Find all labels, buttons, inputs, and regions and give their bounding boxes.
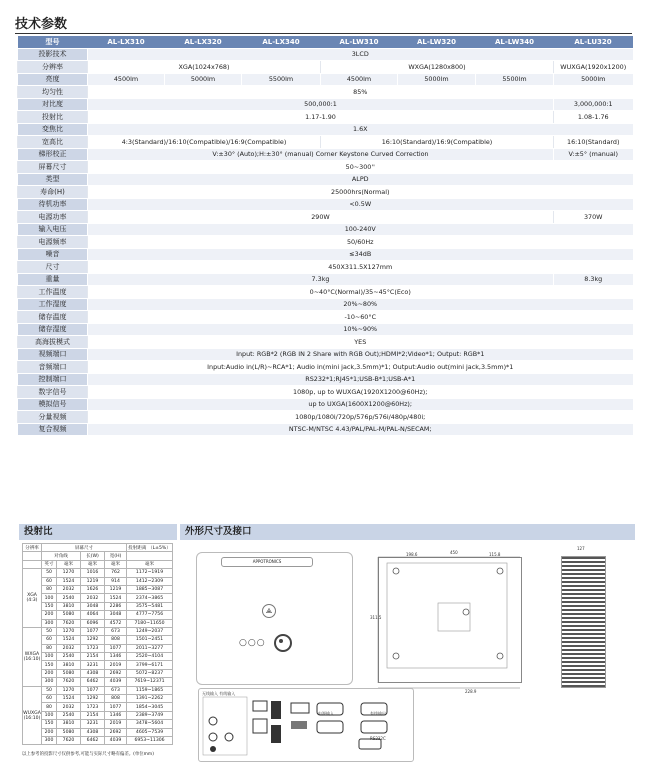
- throw-cell: 1412~2309: [127, 577, 173, 585]
- spec-cell: 5000lm: [554, 73, 633, 86]
- spec-row: [18, 361, 633, 374]
- spec-cell: V:±5° (manual): [554, 148, 633, 161]
- io-label-4: 有线输出: [370, 711, 386, 716]
- spec-cell: 4500lm: [88, 73, 165, 86]
- spec-row-label: 分量视频: [18, 411, 88, 424]
- throw-row: [23, 736, 173, 744]
- lens-icon: [274, 634, 292, 652]
- spec-row: [18, 311, 633, 324]
- throw-row: [23, 695, 173, 703]
- throw-cell: 7620: [57, 736, 81, 744]
- throw-cell: 7619~12371: [127, 678, 173, 686]
- throw-cell: 1077: [105, 703, 127, 711]
- dim-b: 115.8: [489, 552, 501, 557]
- throw-cell: 1723: [81, 644, 105, 652]
- throw-footnote: 以上参考的投影尺寸仅供参考,可能与实际尺寸略有偏差。(单位mm): [22, 752, 154, 757]
- spec-header-model: AL-LX310: [88, 36, 165, 48]
- spec-table: [17, 36, 633, 436]
- throw-cell: 2032: [57, 644, 81, 652]
- spec-row-label: 梯形校正: [18, 148, 88, 161]
- spec-row-label: 音频端口: [18, 361, 88, 374]
- throw-row: [23, 585, 173, 593]
- spec-cell: 16:10(Standard)/16:9(Compatible): [321, 136, 554, 149]
- dim-bottom: 228.9: [465, 689, 477, 694]
- throw-cell: 1016: [81, 569, 105, 577]
- spec-cell: NTSC-M/NTSC 4.43/PAL/PAL-M/PAL-N/SECAM;: [88, 423, 633, 436]
- throw-cell: 100: [42, 711, 57, 719]
- spec-cell: WUXGA(1920x1200): [554, 61, 633, 74]
- throw-cell: 300: [42, 736, 57, 744]
- throw-row: [23, 686, 173, 694]
- throw-cell: 1270: [57, 686, 81, 694]
- projector-front-drawing: [196, 552, 353, 685]
- spec-row: [18, 73, 633, 86]
- throw-row: [23, 569, 173, 577]
- spec-cell: ≤34dB: [88, 248, 633, 261]
- throw-cell: [23, 552, 42, 560]
- throw-table: [22, 543, 173, 745]
- throw-row: [23, 544, 173, 552]
- throw-cell: 4039: [105, 678, 127, 686]
- spec-row-label: 电源功率: [18, 211, 88, 224]
- title-rule: [15, 33, 632, 34]
- throw-cell: 808: [105, 636, 127, 644]
- spec-cell: 8.3kg: [554, 273, 633, 286]
- throw-cell: 4308: [81, 728, 105, 736]
- spec-row: [18, 323, 633, 336]
- spec-row: [18, 123, 633, 136]
- spec-row-label: 电源频率: [18, 236, 88, 249]
- throw-cell: 3810: [57, 602, 81, 610]
- spec-row: [18, 386, 633, 399]
- io-panel-drawing: [198, 688, 414, 762]
- throw-cell: 6096: [81, 619, 105, 627]
- spec-header-model: AL-LX340: [242, 36, 321, 48]
- throw-cell: 宽(H): [105, 552, 127, 560]
- throw-cell: 6462: [81, 678, 105, 686]
- throw-cell: 100: [42, 653, 57, 661]
- spec-cell: 1.6X: [88, 123, 633, 136]
- spec-row: [18, 273, 633, 286]
- spec-cell: XGA(1024x768): [88, 61, 321, 74]
- throw-group-label: WXGA (16:10): [23, 627, 42, 686]
- dim-width: 450: [450, 550, 458, 555]
- spec-cell: 500,000:1: [88, 98, 554, 111]
- throw-cell: 1524: [57, 577, 81, 585]
- throw-cell: 80: [42, 703, 57, 711]
- throw-cell: 150: [42, 661, 57, 669]
- throw-cell: 1524: [57, 695, 81, 703]
- spec-cell: 10%~90%: [88, 323, 633, 336]
- throw-cell: 1219: [81, 577, 105, 585]
- spec-row-label: 类型: [18, 173, 88, 186]
- throw-row: [23, 552, 173, 560]
- front-logo-bar: APPOTRONICS: [221, 557, 313, 567]
- dim-a: 198.6: [406, 552, 418, 557]
- throw-cell: 762: [105, 569, 127, 577]
- throw-cell: 150: [42, 602, 57, 610]
- spec-row: [18, 111, 633, 124]
- spec-cell: 3,000,000:1: [554, 98, 633, 111]
- spec-cell: 3LCD: [88, 48, 633, 61]
- spec-row-label: 屏幕尺寸: [18, 161, 88, 174]
- throw-cell: 6953~11306: [127, 736, 173, 744]
- throw-cell: 1292: [81, 695, 105, 703]
- throw-cell: 1346: [105, 653, 127, 661]
- throw-cell: 4605~7539: [127, 728, 173, 736]
- spec-row-label: 噪音: [18, 248, 88, 261]
- spec-cell: 50/60Hz: [88, 236, 633, 249]
- spec-row-label: 亮度: [18, 73, 88, 86]
- throw-cell: 3799~6171: [127, 661, 173, 669]
- brand-logo-icon: ⟁: [262, 604, 276, 618]
- throw-cell: 屏幕尺寸: [42, 544, 127, 552]
- throw-cell: [23, 560, 42, 568]
- throw-cell: 1391~2262: [127, 695, 173, 703]
- throw-cell: 3048: [105, 611, 127, 619]
- spec-cell: 85%: [88, 86, 633, 99]
- throw-cell: 2154: [81, 653, 105, 661]
- io-panel-svg: [199, 689, 413, 761]
- throw-row: [23, 703, 173, 711]
- throw-cell: 2692: [105, 728, 127, 736]
- throw-cell: 2032: [81, 594, 105, 602]
- throw-cell: 2520~4104: [127, 653, 173, 661]
- throw-cell: 2286: [105, 602, 127, 610]
- throw-cell: 2692: [105, 669, 127, 677]
- throw-cell: 2374~3865: [127, 594, 173, 602]
- spec-row-label: 工作温度: [18, 286, 88, 299]
- throw-group-label: XGA (4:3): [23, 569, 42, 628]
- throw-cell: 1077: [81, 686, 105, 694]
- spec-cell: 1.17-1.90: [88, 111, 554, 124]
- throw-cell: 1270: [57, 569, 81, 577]
- throw-row: [23, 711, 173, 719]
- spec-row-label: 高海拔模式: [18, 336, 88, 349]
- throw-cell: 1501~2451: [127, 636, 173, 644]
- throw-cell: 1723: [81, 703, 105, 711]
- throw-cell: 200: [42, 728, 57, 736]
- throw-cell: 1346: [105, 711, 127, 719]
- spec-row: [18, 186, 633, 199]
- throw-cell: 200: [42, 669, 57, 677]
- throw-cell: 投射距离 （L±5%）: [127, 544, 173, 552]
- throw-cell: 4572: [105, 619, 127, 627]
- throw-cell: 808: [105, 695, 127, 703]
- spec-cell: Input:Audio in(L/R)~RCA*1; Audio in(mini jack,3.5mm)*1; Output:Audio out(mini jack,3.5mm)*1: [88, 361, 633, 374]
- spec-cell: WXGA(1280x800): [321, 61, 554, 74]
- spec-row-label: 宽高比: [18, 136, 88, 149]
- spec-row: [18, 86, 633, 99]
- throw-row: [23, 560, 173, 568]
- projector-side-drawing: [561, 556, 606, 688]
- spec-row: [18, 198, 633, 211]
- throw-cell: 7620: [57, 619, 81, 627]
- spec-cell: 1080p/1080i/720p/576p/576i/480p/480i;: [88, 411, 633, 424]
- throw-row: [23, 594, 173, 602]
- throw-cell: 长(W): [81, 552, 105, 560]
- throw-cell: 毫米: [57, 560, 81, 568]
- throw-row: [23, 636, 173, 644]
- spec-cell: RS232*1;RJ45*1;USB-B*1;USB-A*1: [88, 373, 633, 386]
- spec-row: [18, 336, 633, 349]
- spec-row-label: 复合视频: [18, 423, 88, 436]
- spec-row-label: 对比度: [18, 98, 88, 111]
- throw-cell: 200: [42, 611, 57, 619]
- spec-row-label: 投射比: [18, 111, 88, 124]
- throw-cell: 5080: [57, 669, 81, 677]
- throw-cell: 1292: [81, 636, 105, 644]
- spec-row: [18, 48, 633, 61]
- throw-cell: 300: [42, 619, 57, 627]
- spec-row: [18, 411, 633, 424]
- spec-row-label: 分辨率: [18, 61, 88, 74]
- throw-cell: 100: [42, 594, 57, 602]
- top-view-svg: [370, 548, 530, 696]
- throw-cell: 6462: [81, 736, 105, 744]
- spec-cell: 4:3(Standard)/16:10(Compatible)/16:9(Compatible): [88, 136, 321, 149]
- throw-cell: 150: [42, 720, 57, 728]
- throw-cell: 80: [42, 644, 57, 652]
- throw-row: [23, 602, 173, 610]
- throw-row: [23, 644, 173, 652]
- throw-row: [23, 577, 173, 585]
- spec-cell: 5500lm: [242, 73, 321, 86]
- spec-row-label: 输入电压: [18, 223, 88, 236]
- dims-section-title: 外形尺寸及接口: [180, 524, 635, 540]
- spec-row-label: 数字信号: [18, 386, 88, 399]
- throw-cell: 1249~2037: [127, 627, 173, 635]
- io-label-2: RS232C: [370, 736, 386, 741]
- spec-cell: 290W: [88, 211, 554, 224]
- spec-cell: 50~300'': [88, 161, 633, 174]
- throw-cell: 2540: [57, 711, 81, 719]
- spec-cell: 1080p, up to WUXGA(1920X1200@60Hz);: [88, 386, 633, 399]
- spec-cell: 4500lm: [321, 73, 398, 86]
- spec-row-label: 模拟信号: [18, 398, 88, 411]
- throw-cell: 1270: [57, 627, 81, 635]
- spec-cell: 5000lm: [398, 73, 476, 86]
- spec-row: [18, 98, 633, 111]
- throw-row: [23, 627, 173, 635]
- spec-row-label: 储存湿度: [18, 323, 88, 336]
- throw-cell: 1159~1865: [127, 686, 173, 694]
- spec-row: [18, 173, 633, 186]
- spec-cell: Input: RGB*2 (RGB IN 2 Share with RGB Out);HDMI*2;Video*1; Output: RGB*1: [88, 348, 633, 361]
- throw-cell: 914: [105, 577, 127, 585]
- throw-cell: 300: [42, 678, 57, 686]
- page-title: 技术参数: [15, 17, 68, 32]
- throw-cell: 7180~11650: [127, 619, 173, 627]
- throw-cell: 3231: [81, 661, 105, 669]
- spec-header-label: 型号: [18, 36, 88, 48]
- spec-row: [18, 373, 633, 386]
- throw-cell: 50: [42, 686, 57, 694]
- throw-cell: 4039: [105, 736, 127, 744]
- throw-cell: 2032: [57, 703, 81, 711]
- spec-row-label: 尺寸: [18, 261, 88, 274]
- spec-row: [18, 236, 633, 249]
- throw-cell: 80: [42, 585, 57, 593]
- throw-cell: 对角线: [42, 552, 81, 560]
- spec-cell: 370W: [554, 211, 633, 224]
- throw-cell: 4308: [81, 669, 105, 677]
- throw-cell: 673: [105, 686, 127, 694]
- throw-cell: 50: [42, 569, 57, 577]
- spec-cell: 20%~80%: [88, 298, 633, 311]
- throw-cell: 5072~8237: [127, 669, 173, 677]
- throw-cell: 3810: [57, 661, 81, 669]
- throw-cell: 2019: [105, 661, 127, 669]
- spec-row: [18, 423, 633, 436]
- throw-row: [23, 669, 173, 677]
- spec-cell: ALPD: [88, 173, 633, 186]
- io-label-3: 电源输入: [318, 711, 334, 716]
- throw-cell: 分辨率: [23, 544, 42, 552]
- spec-cell: 100-240V: [88, 223, 633, 236]
- throw-cell: 毫米: [105, 560, 127, 568]
- throw-row: [23, 611, 173, 619]
- throw-cell: 5080: [57, 611, 81, 619]
- dim-height: 127: [577, 546, 585, 551]
- spec-row: [18, 286, 633, 299]
- lens-center: [279, 639, 283, 643]
- throw-row: [23, 661, 173, 669]
- throw-cell: 3575~5481: [127, 602, 173, 610]
- spec-row-label: 控制端口: [18, 373, 88, 386]
- throw-cell: 毫米: [81, 560, 105, 568]
- spec-row-label: 工作湿度: [18, 298, 88, 311]
- throw-cell: 3231: [81, 720, 105, 728]
- throw-cell: 1077: [105, 644, 127, 652]
- throw-cell: 2154: [81, 711, 105, 719]
- throw-cell: 1077: [81, 627, 105, 635]
- throw-cell: 2011~3277: [127, 644, 173, 652]
- throw-cell: 3478~5604: [127, 720, 173, 728]
- spec-row: [18, 298, 633, 311]
- spec-cell: 5000lm: [165, 73, 242, 86]
- throw-cell: 4777~7756: [127, 611, 173, 619]
- throw-cell: [127, 552, 173, 560]
- throw-cell: 毫米: [127, 560, 173, 568]
- throw-cell: 英寸: [42, 560, 57, 568]
- throw-section-title: 投射比: [19, 524, 177, 540]
- throw-cell: 1854~3045: [127, 703, 173, 711]
- throw-cell: 2389~3749: [127, 711, 173, 719]
- spec-header-model: AL-LW340: [476, 36, 554, 48]
- throw-row: [23, 720, 173, 728]
- dim-depth: 311.5: [370, 615, 382, 620]
- throw-cell: 3048: [81, 602, 105, 610]
- throw-cell: 1524: [105, 594, 127, 602]
- throw-cell: 60: [42, 695, 57, 703]
- throw-cell: 5080: [57, 728, 81, 736]
- throw-row: [23, 619, 173, 627]
- spec-header-model: AL-LW310: [321, 36, 398, 48]
- spec-cell: 25000hrs(Normal): [88, 186, 633, 199]
- spec-row-label: 寿命(H): [18, 186, 88, 199]
- spec-row-label: 重量: [18, 273, 88, 286]
- spec-row: [18, 211, 633, 224]
- throw-cell: 2540: [57, 594, 81, 602]
- spec-cell: <0.5W: [88, 198, 633, 211]
- spec-row-label: 变焦比: [18, 123, 88, 136]
- spec-row: [18, 223, 633, 236]
- throw-cell: 1524: [57, 636, 81, 644]
- spec-cell: 16:10(Standard): [554, 136, 633, 149]
- spec-row: [18, 261, 633, 274]
- throw-cell: 3810: [57, 720, 81, 728]
- spec-cell: V:±30° (Auto);H:±30° (manual) Corner Keystone Curved Correction: [88, 148, 554, 161]
- spec-header-model: AL-LW320: [398, 36, 476, 48]
- spec-row-label: 均匀性: [18, 86, 88, 99]
- throw-cell: 2019: [105, 720, 127, 728]
- spec-row-label: 视频端口: [18, 348, 88, 361]
- spec-cell: 5500lm: [476, 73, 554, 86]
- spec-row-label: 待机功率: [18, 198, 88, 211]
- spec-row: [18, 161, 633, 174]
- throw-cell: 1626: [81, 585, 105, 593]
- spec-cell: 7.3kg: [88, 273, 554, 286]
- throw-cell: 1885~3087: [127, 585, 173, 593]
- spec-cell: YES: [88, 336, 633, 349]
- spec-row: [18, 348, 633, 361]
- spec-row: [18, 148, 633, 161]
- throw-cell: 50: [42, 627, 57, 635]
- spec-cell: 450X311.5X127mm: [88, 261, 633, 274]
- throw-cell: 60: [42, 636, 57, 644]
- throw-cell: 1172~1919: [127, 569, 173, 577]
- spec-row: [18, 61, 633, 74]
- spec-row: [18, 398, 633, 411]
- spec-header-model: AL-LX320: [165, 36, 242, 48]
- spec-row: [18, 136, 633, 149]
- spec-cell: 1.08-1.76: [554, 111, 633, 124]
- spec-row-label: 投影技术: [18, 48, 88, 61]
- throw-group-label: WUXGA (16:10): [23, 686, 42, 745]
- throw-row: [23, 653, 173, 661]
- spec-row: [18, 248, 633, 261]
- throw-cell: 2032: [57, 585, 81, 593]
- throw-cell: 7620: [57, 678, 81, 686]
- spec-row-label: 储存温度: [18, 311, 88, 324]
- io-label-1: 无线输入 有线输入: [202, 691, 236, 696]
- indicator-dots: ○○○: [239, 638, 266, 648]
- spec-cell: -10~60°C: [88, 311, 633, 324]
- throw-row: [23, 728, 173, 736]
- throw-cell: 60: [42, 577, 57, 585]
- throw-cell: 673: [105, 627, 127, 635]
- throw-cell: 1219: [105, 585, 127, 593]
- throw-cell: 2540: [57, 653, 81, 661]
- throw-cell: 4064: [81, 611, 105, 619]
- spec-cell: up to UXGA(1600X1200@60Hz);: [88, 398, 633, 411]
- throw-row: [23, 678, 173, 686]
- spec-header-model: AL-LU320: [554, 36, 633, 48]
- spec-cell: 0~40°C(Normal)/35~45°C(Eco): [88, 286, 633, 299]
